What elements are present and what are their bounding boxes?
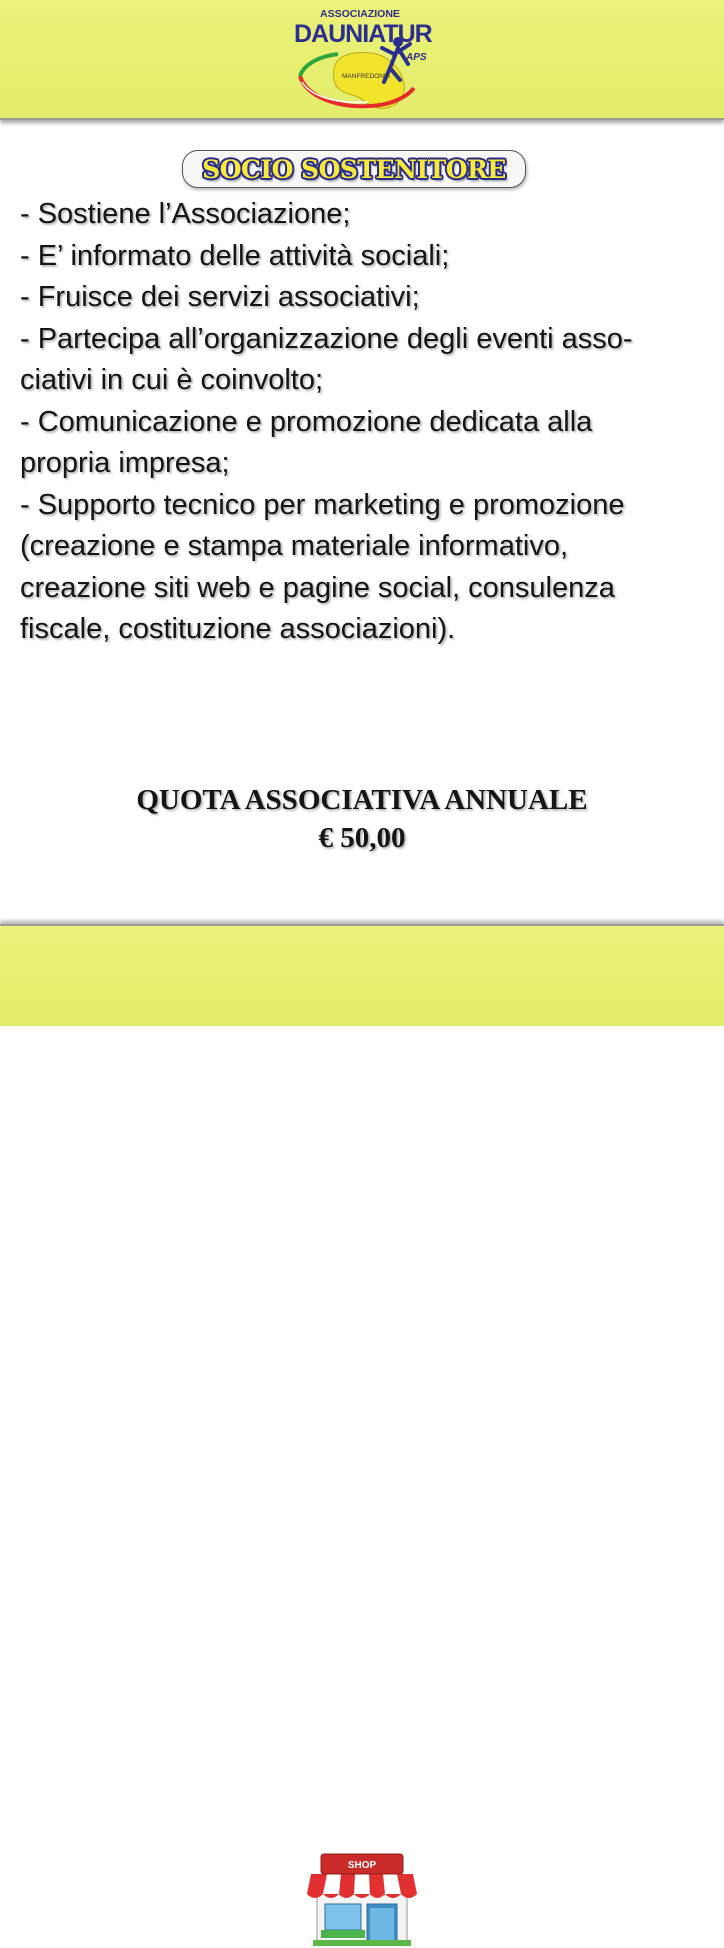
fee-label: QUOTA ASSOCIATIVA ANNUALE <box>136 784 588 816</box>
benefit-line: - Sostiene l’Associazione; <box>20 198 351 230</box>
benefit-line: - E’ informato delle attività sociali; <box>20 239 450 272</box>
association-logo-icon <box>286 2 436 114</box>
benefit-line: - Comunicazione e promozione dedicata alla <box>20 405 593 438</box>
benefit-line: - Partecipa all’organizzazione degli eventi asso- <box>20 322 633 355</box>
header-band <box>0 0 724 120</box>
fee-amount: € 50,00 <box>318 822 406 854</box>
benefit-line: propria impresa; <box>20 447 230 479</box>
benefit-line: fiscale, costituzione associazioni). <box>20 613 456 645</box>
logo-suffix: APS <box>406 52 427 63</box>
logo-place: MANFREDONIA <box>342 73 391 80</box>
footer-band <box>0 924 724 1871</box>
logo-line2: DAUNIATUR <box>294 20 432 48</box>
benefit-line: ciativi in cui è coinvolto; <box>20 364 324 396</box>
page-title: SOCIO SOSTENITORE <box>202 154 506 184</box>
logo-line1: ASSOCIAZIONE <box>320 8 400 20</box>
shop-icon <box>303 1850 421 1948</box>
benefit-line: - Fruisce dei servizi associativi; <box>20 281 420 313</box>
benefits-list <box>20 194 710 651</box>
benefit-line: - Supporto tecnico per marketing e promozione <box>20 488 625 521</box>
shop-sign-text: SHOP <box>347 1860 377 1871</box>
benefit-line: creazione siti web e pagine social, consulenza <box>20 571 615 604</box>
benefit-line: (creazione e stampa materiale informativo, <box>20 530 569 562</box>
title-badge <box>182 150 526 188</box>
